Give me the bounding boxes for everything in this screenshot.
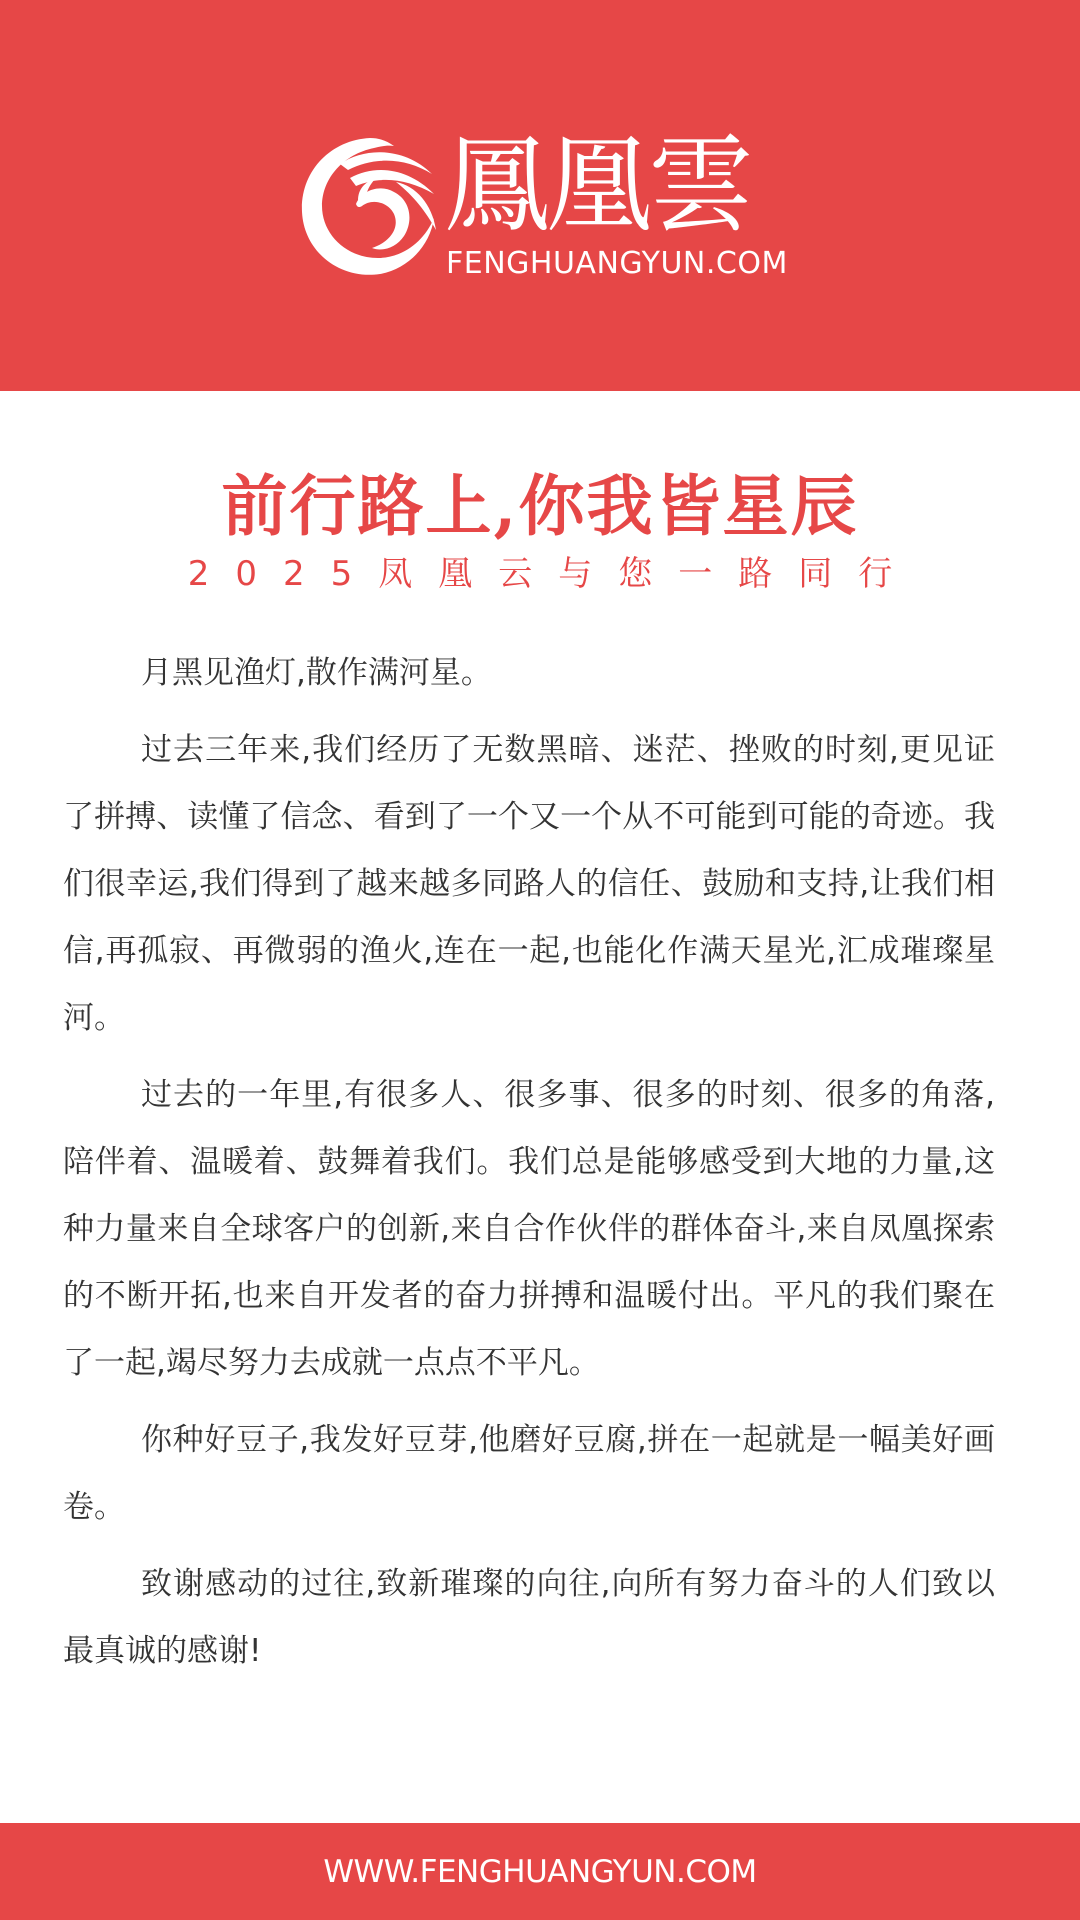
- header-banner: [0, 0, 1080, 391]
- paragraph: 致谢感动的过往,致新璀璨的向往,向所有努力奋斗的人们致以最真诚的感谢!: [63, 1566, 995, 1669]
- paragraph: 你种好豆子,我发好豆芽,他磨好豆腐,拼在一起就是一幅美好画卷。: [63, 1422, 995, 1525]
- brand-name-chinese: 鳳凰雲: [444, 124, 750, 247]
- paragraph: 过去的一年里,有很多人、很多事、很多的时刻、很多的角落,陪伴着、温暖着、鼓舞着我们。我们总是能够感受到大地的力量,这种力量来自全球客户的创新,来自合作伙伴的群体奋斗,来自凤凰探索的不断开拓,也来自开发者的奋力拼搏和温暖付出。平凡的我们聚在了一起,竭尽努力去成就一点点不平凡。: [63, 1077, 995, 1381]
- footer-banner: [0, 1823, 1080, 1920]
- brand-logo: [296, 124, 788, 282]
- page-title: 前行路上,你我皆星辰: [221, 467, 859, 545]
- brand-name-english: FENGHUANGYUN.COM: [446, 246, 788, 281]
- paragraph: 过去三年来,我们经历了无数黑暗、迷茫、挫败的时刻,更见证了拼搏、读懂了信念、看到了一个又一个从不可能到可能的奇迹。我们很幸运,我们得到了越来越多同路人的信任、鼓励和支持,让我们相信,再孤寂、再微弱的渔火,连在一起,也能化作满天星光,汇成璀璨星河。: [63, 732, 995, 1036]
- paragraph: 月黑见渔灯,散作满河星。: [141, 655, 492, 691]
- phoenix-swirl-icon: [296, 134, 444, 280]
- website-url: WWW.FENGHUANGYUN.COM: [323, 1853, 757, 1890]
- letter-body: [63, 640, 995, 1695]
- page-subtitle: 2025凤凰云与您一路同行: [187, 554, 919, 594]
